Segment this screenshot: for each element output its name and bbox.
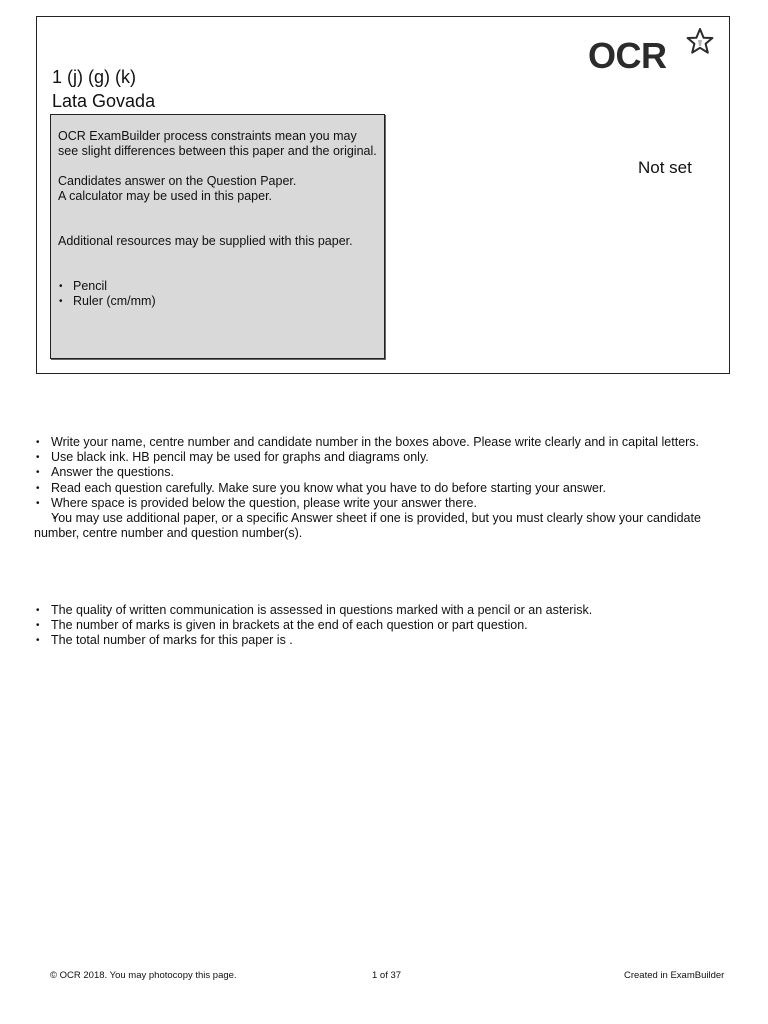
notice-text: OCR ExamBuilder process constraints mean you may see slight differences between this paper and the original. bbox=[58, 129, 377, 158]
instruction-item: • Read each question carefully. Make sure you know what you have to do before starting your answer. bbox=[34, 481, 729, 496]
resources-note-text: Additional resources may be supplied with this paper. bbox=[58, 234, 353, 248]
instructions-list bbox=[34, 435, 729, 541]
information-list bbox=[34, 603, 729, 649]
calculator-text: A calculator may be used in this paper. bbox=[58, 189, 273, 203]
instruction-item: • Use black ink. HB pencil may be used for graphs and diagrams only. bbox=[34, 450, 729, 465]
instruction-item: • Answer the questions. bbox=[34, 465, 729, 480]
info-box bbox=[50, 114, 385, 359]
information-item: • The quality of written communication is assessed in questions marked with a pencil or an asterisk. bbox=[34, 603, 729, 618]
information-item: • The total number of marks for this paper is . bbox=[34, 633, 729, 648]
ocr-logo bbox=[588, 28, 720, 74]
author-name: Lata Govada bbox=[52, 91, 156, 111]
resource-item: • Ruler (cm/mm) bbox=[58, 294, 377, 309]
information-item: • The number of marks is given in brackets at the end of each question or part question. bbox=[34, 618, 729, 633]
resources-list bbox=[58, 279, 377, 309]
instruction-item: • Write your name, centre number and candidate number in the boxes above. Please write clearly and in capital letters. bbox=[34, 435, 729, 450]
footer-page-number: 1 of 37 bbox=[372, 970, 402, 981]
instruction-item: • Where space is provided below the question, please write your answer there. bbox=[34, 496, 729, 511]
footer-copyright: © OCR 2018. You may photocopy this page. bbox=[50, 970, 237, 981]
paper-title: 1 (j) (g) (k) bbox=[52, 67, 136, 87]
star-icon bbox=[688, 29, 713, 53]
resource-item: • Pencil bbox=[58, 279, 377, 294]
logo-text: OCR bbox=[588, 35, 667, 74]
answer-on-paper-text: Candidates answer on the Question Paper. bbox=[58, 174, 297, 188]
status-label: Not set bbox=[638, 158, 692, 177]
instruction-item: • You may use additional paper, or a specific Answer sheet if one is provided, but you must clearly show your candidate number, centre number and question number(s). bbox=[34, 511, 729, 541]
footer-created: Created in ExamBuilder bbox=[624, 970, 725, 981]
